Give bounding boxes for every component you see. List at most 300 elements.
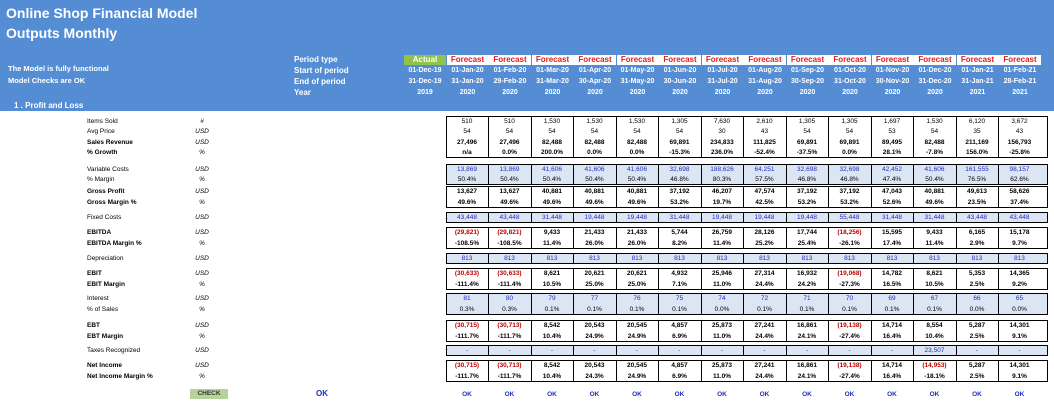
value-cell[interactable]: 1,530 [586, 118, 603, 125]
value-cell[interactable]: 49.6% [627, 199, 647, 206]
value-cell[interactable]: 236.0% [710, 149, 734, 156]
value-cell[interactable]: 24.9% [585, 333, 604, 340]
value-cell[interactable]: 16.4% [882, 333, 902, 340]
value-cell[interactable]: 5,287 [968, 362, 986, 369]
value-cell[interactable]: 2.5% [969, 373, 985, 380]
value-cell[interactable]: 2.5% [969, 333, 985, 340]
value-cell[interactable]: 16,932 [797, 270, 817, 277]
value-cell[interactable]: 24.3% [585, 373, 604, 380]
value-cell[interactable]: 89,495 [882, 139, 902, 146]
value-cell[interactable]: 10.5% [542, 281, 562, 288]
value-cell[interactable]: 8,621 [926, 270, 943, 277]
value-cell[interactable]: 14,782 [882, 270, 902, 277]
value-cell[interactable]: -26.1% [839, 240, 860, 247]
value-cell[interactable]: 1,697 [883, 118, 901, 125]
value-cell[interactable]: 77 [590, 295, 599, 302]
value-cell[interactable]: 13,869 [457, 166, 477, 173]
value-cell[interactable]: 19,448 [797, 214, 817, 221]
value-cell[interactable]: 35 [973, 128, 981, 135]
value-cell[interactable]: 20,543 [584, 362, 605, 369]
value-cell[interactable]: 47,043 [882, 188, 902, 195]
value-cell[interactable]: 2,610 [756, 118, 773, 125]
value-cell[interactable]: 25.2% [755, 240, 774, 247]
value-cell[interactable]: 24.2% [797, 281, 817, 288]
value-cell[interactable]: 71 [803, 295, 811, 302]
value-cell[interactable]: - [805, 347, 809, 354]
value-cell[interactable]: -111.7% [455, 333, 479, 340]
period-type-forecast: Forecast [447, 55, 489, 65]
value-cell[interactable]: 21,433 [584, 229, 605, 236]
value-cell[interactable]: 813 [674, 255, 685, 262]
value-cell[interactable]: 25,873 [712, 362, 732, 369]
value-cell[interactable]: 24.9% [627, 373, 647, 380]
value-cell[interactable]: 64,251 [754, 166, 775, 173]
value-cell[interactable]: 27,241 [754, 362, 775, 369]
value-cell[interactable]: 37,192 [839, 188, 860, 195]
value-cell[interactable]: 42,452 [882, 166, 902, 173]
value-cell[interactable]: - [635, 347, 639, 354]
value-cell[interactable]: 24.1% [797, 373, 817, 380]
value-cell[interactable]: 0.1% [544, 306, 560, 313]
value-cell[interactable]: 0.1% [672, 306, 687, 313]
value-cell[interactable]: 50.4% [542, 176, 562, 183]
value-cell[interactable]: 19.7% [712, 199, 732, 206]
value-cell[interactable]: 46.8% [797, 176, 817, 183]
value-cell[interactable]: 813 [801, 255, 813, 262]
value-cell[interactable]: 11.0% [712, 333, 732, 340]
value-cell[interactable]: 49.6% [925, 199, 944, 206]
value-cell[interactable]: 54 [633, 128, 641, 135]
value-cell[interactable]: 14,301 [1009, 362, 1030, 369]
value-cell[interactable]: 0.1% [757, 306, 772, 313]
value-cell[interactable]: 11.0% [712, 373, 732, 380]
value-cell[interactable]: 0.0% [629, 149, 645, 156]
value-cell[interactable]: 70 [845, 295, 854, 302]
value-cell[interactable]: 26,759 [712, 229, 732, 236]
value-cell[interactable]: 27,241 [754, 322, 775, 329]
value-cell[interactable]: (29,821) [454, 229, 480, 236]
value-cell[interactable]: 7,630 [713, 118, 731, 125]
value-cell[interactable]: 9.1% [1012, 373, 1027, 380]
value-cell[interactable]: 27,496 [457, 139, 477, 146]
value-cell[interactable]: 9,433 [926, 229, 943, 236]
value-cell[interactable]: 9.7% [1012, 240, 1027, 247]
sheet-title: Outputs Monthly [6, 25, 118, 41]
value-cell[interactable]: 0.3% [459, 306, 475, 313]
value-cell[interactable]: 54 [845, 128, 854, 135]
value-cell[interactable]: 69,891 [797, 139, 817, 146]
value-cell[interactable]: - [465, 347, 469, 354]
value-cell[interactable]: 66 [973, 295, 981, 302]
value-cell[interactable]: 1,530 [628, 118, 646, 125]
value-cell[interactable]: 20,621 [627, 270, 647, 277]
value-cell[interactable]: 53.2% [797, 199, 817, 206]
value-cell[interactable]: 24.9% [627, 333, 647, 340]
value-cell[interactable]: 54 [803, 128, 811, 135]
value-cell[interactable]: 3,672 [1011, 118, 1028, 125]
value-cell[interactable]: 82,488 [584, 139, 605, 146]
value-cell[interactable]: (30,633) [454, 270, 480, 277]
value-cell[interactable]: 24.4% [755, 333, 774, 340]
value-cell[interactable]: 19,448 [754, 214, 775, 221]
value-cell[interactable]: 813 [759, 255, 770, 262]
value-cell[interactable]: 8,542 [543, 362, 561, 369]
value-cell[interactable]: -37.5% [796, 149, 818, 156]
value-cell[interactable]: 20,545 [627, 362, 647, 369]
value-cell[interactable]: 510 [461, 118, 473, 125]
value-cell[interactable]: 57.5% [755, 176, 774, 183]
value-cell[interactable]: 82,488 [542, 139, 562, 146]
value-cell[interactable]: 9.1% [1012, 333, 1027, 340]
value-cell[interactable]: 13,869 [499, 166, 520, 173]
value-cell[interactable]: -111.4% [455, 281, 479, 288]
value-cell[interactable]: 49.6% [500, 199, 519, 206]
value-cell[interactable]: 188,626 [710, 166, 734, 173]
value-cell[interactable]: 40,881 [542, 188, 562, 195]
value-cell[interactable]: 32,698 [797, 166, 817, 173]
value-cell[interactable]: 4,857 [671, 362, 688, 369]
value-cell[interactable]: 47,574 [754, 188, 775, 195]
value-cell[interactable]: 156.0% [965, 149, 989, 156]
value-cell[interactable]: 49.6% [457, 199, 477, 206]
value-cell[interactable]: 74 [718, 295, 726, 302]
value-cell[interactable]: 5,353 [968, 270, 986, 277]
value-cell[interactable]: 211,169 [965, 139, 989, 146]
value-cell[interactable]: 43 [1015, 128, 1024, 135]
value-cell[interactable]: 32,698 [839, 166, 860, 173]
value-cell[interactable]: 43,448 [457, 214, 477, 221]
row-unit: USD [195, 128, 209, 135]
value-cell[interactable]: 10.4% [925, 333, 944, 340]
value-cell[interactable]: 6.9% [672, 333, 687, 340]
value-cell[interactable]: 41,606 [627, 166, 647, 173]
value-cell[interactable]: 46,207 [712, 188, 732, 195]
value-cell[interactable]: 8,554 [926, 322, 943, 329]
value-cell[interactable]: -18.1% [924, 373, 945, 380]
value-cell[interactable]: 62.6% [1010, 176, 1029, 183]
value-cell[interactable]: 49.6% [585, 199, 604, 206]
value-cell[interactable]: 0.0% [969, 306, 985, 313]
value-cell[interactable]: -108.5% [454, 240, 480, 247]
value-cell[interactable]: -15.3% [669, 149, 690, 156]
value-cell[interactable]: 53 [888, 128, 896, 135]
value-cell[interactable]: 14,301 [1009, 322, 1030, 329]
value-cell[interactable]: 0.1% [842, 306, 857, 313]
value-cell[interactable]: (29,821) [497, 229, 522, 236]
value-cell[interactable]: 234,833 [710, 139, 734, 146]
value-cell[interactable]: 16,861 [797, 322, 817, 329]
value-cell[interactable]: 23,507 [924, 347, 945, 354]
row-unit: USD [195, 166, 209, 173]
row-label: EBT [87, 322, 100, 329]
value-cell[interactable]: 19,448 [712, 214, 732, 221]
value-cell[interactable]: 27,314 [754, 270, 775, 277]
value-cell[interactable]: 7.1% [672, 281, 687, 288]
value-cell[interactable]: 49,613 [967, 188, 987, 195]
value-cell[interactable]: 0.0% [587, 149, 602, 156]
value-cell[interactable]: 6.9% [672, 373, 687, 380]
value-cell[interactable]: 54 [463, 128, 471, 135]
value-cell[interactable]: 813 [716, 255, 728, 262]
value-cell[interactable]: 69,891 [839, 139, 860, 146]
value-cell[interactable]: 14,714 [882, 362, 902, 369]
value-cell[interactable]: 31,448 [542, 214, 562, 221]
value-cell[interactable]: 31,448 [669, 214, 690, 221]
value-cell[interactable]: 813 [546, 255, 558, 262]
value-cell[interactable]: 0.1% [629, 306, 645, 313]
value-cell[interactable]: 813 [461, 255, 473, 262]
value-cell[interactable]: 43,448 [967, 214, 987, 221]
value-cell[interactable]: 6,120 [968, 118, 986, 125]
value-cell[interactable]: - [508, 347, 511, 354]
value-cell[interactable]: 26.0% [585, 240, 604, 247]
value-cell[interactable]: 98,157 [1009, 166, 1030, 173]
value-cell[interactable]: 41,606 [542, 166, 562, 173]
value-cell[interactable]: (14,953) [922, 362, 947, 369]
value-cell[interactable]: 41,606 [584, 166, 605, 173]
value-cell[interactable]: 75 [675, 295, 684, 302]
value-cell[interactable]: 16.4% [882, 373, 902, 380]
value-cell[interactable]: 50.4% [925, 176, 944, 183]
value-cell[interactable]: (19,068) [837, 270, 862, 277]
value-cell[interactable]: - [848, 347, 851, 354]
value-cell[interactable]: 0.1% [884, 306, 900, 313]
value-cell[interactable]: 31,448 [882, 214, 902, 221]
value-cell[interactable]: 21,433 [627, 229, 647, 236]
value-cell[interactable]: (30,633) [497, 270, 522, 277]
value-cell[interactable]: - [678, 347, 681, 354]
value-cell[interactable]: 16,861 [797, 362, 817, 369]
value-cell[interactable]: 20,543 [584, 322, 605, 329]
value-cell[interactable]: (30,715) [454, 322, 480, 329]
value-cell[interactable]: 4,932 [671, 270, 688, 277]
value-cell[interactable]: 813 [589, 255, 600, 262]
value-cell[interactable]: 0.1% [587, 306, 602, 313]
value-cell[interactable]: 40,881 [924, 188, 945, 195]
value-cell[interactable]: 13,627 [499, 188, 520, 195]
value-cell[interactable]: 37,192 [797, 188, 817, 195]
value-cell[interactable]: 0.0% [502, 149, 517, 156]
value-cell[interactable]: 69 [888, 295, 896, 302]
value-cell[interactable]: 2.9% [969, 240, 985, 247]
value-cell[interactable]: 0.0% [842, 149, 857, 156]
value-cell[interactable]: - [890, 347, 894, 354]
value-cell[interactable]: 40,881 [584, 188, 605, 195]
value-cell[interactable]: 156,793 [1007, 139, 1032, 146]
value-cell[interactable]: (30,713) [497, 322, 522, 329]
value-cell[interactable]: -108.5% [497, 240, 522, 247]
value-cell[interactable]: 8,621 [543, 270, 561, 277]
value-cell[interactable]: 10.4% [542, 333, 562, 340]
value-cell[interactable]: 0.1% [799, 306, 815, 313]
value-cell[interactable]: 111,825 [753, 139, 776, 146]
value-cell[interactable]: 65 [1015, 295, 1024, 302]
value-cell[interactable]: 15,178 [1009, 229, 1030, 236]
value-cell[interactable]: 14,714 [882, 322, 902, 329]
value-cell[interactable]: (30,713) [497, 362, 522, 369]
value-cell[interactable]: 37,192 [669, 188, 690, 195]
value-cell[interactable]: 47.4% [882, 176, 902, 183]
value-cell[interactable]: 10.4% [542, 373, 562, 380]
value-cell[interactable]: 67 [930, 295, 939, 302]
value-cell[interactable]: 11.0% [712, 281, 732, 288]
value-cell[interactable]: 10.5% [925, 281, 944, 288]
value-cell[interactable]: -27.4% [839, 333, 860, 340]
value-cell[interactable]: 1,530 [543, 118, 561, 125]
value-cell[interactable]: 8.2% [672, 240, 687, 247]
value-cell[interactable]: 25,873 [712, 322, 732, 329]
value-cell[interactable]: 41,606 [924, 166, 945, 173]
value-cell[interactable]: 15,595 [882, 229, 902, 236]
value-cell[interactable]: 11.4% [542, 240, 562, 247]
value-cell[interactable]: 14,365 [1009, 270, 1030, 277]
value-cell[interactable]: 76 [633, 295, 641, 302]
value-cell[interactable]: - [1018, 347, 1021, 354]
value-cell[interactable]: 813 [886, 255, 898, 262]
value-cell[interactable]: 31,448 [924, 214, 945, 221]
value-cell[interactable]: (19,138) [837, 362, 862, 369]
value-cell[interactable]: (18,256) [837, 229, 862, 236]
value-cell[interactable]: 813 [1014, 255, 1025, 262]
value-cell[interactable]: 81 [463, 295, 471, 302]
value-cell[interactable]: 25,946 [712, 270, 732, 277]
value-cell[interactable]: 80.3% [712, 176, 732, 183]
value-cell[interactable]: 54 [590, 128, 599, 135]
value-cell[interactable]: 1,305 [798, 118, 816, 125]
value-cell[interactable]: 37.4% [1010, 199, 1029, 206]
value-cell[interactable]: 813 [929, 255, 940, 262]
value-cell[interactable]: 17,744 [797, 229, 817, 236]
value-cell[interactable]: 54 [505, 128, 514, 135]
value-cell[interactable]: 23.5% [967, 199, 987, 206]
value-cell[interactable]: 55,448 [839, 214, 860, 221]
value-cell[interactable]: 30 [718, 128, 726, 135]
value-cell[interactable]: (19,138) [837, 322, 862, 329]
value-cell[interactable]: 20,545 [627, 322, 647, 329]
value-cell[interactable]: 0.0% [714, 306, 730, 313]
value-cell[interactable]: 1,305 [671, 118, 688, 125]
value-cell[interactable]: 1,305 [841, 118, 858, 125]
value-cell[interactable]: (30,715) [454, 362, 480, 369]
value-cell[interactable]: 52.6% [882, 199, 902, 206]
value-cell[interactable]: 54 [930, 128, 939, 135]
value-cell[interactable]: - [763, 347, 766, 354]
value-cell[interactable]: - [593, 347, 596, 354]
value-cell[interactable]: -27.3% [839, 281, 860, 288]
value-cell[interactable]: 25.0% [627, 281, 647, 288]
value-cell[interactable]: -7.8% [926, 149, 943, 156]
value-cell[interactable]: 72 [760, 295, 769, 302]
value-cell[interactable]: 9.2% [1012, 281, 1027, 288]
value-cell[interactable]: 50.4% [585, 176, 604, 183]
value-cell[interactable]: 13,627 [457, 188, 477, 195]
value-cell[interactable]: 58,626 [1009, 188, 1030, 195]
value-cell[interactable]: 8,542 [543, 322, 561, 329]
value-cell[interactable]: 43 [760, 128, 769, 135]
value-cell[interactable]: 53.2% [670, 199, 689, 206]
value-cell[interactable]: 17.4% [882, 240, 902, 247]
value-cell[interactable]: 0.0% [1012, 306, 1027, 313]
value-cell[interactable]: -27.4% [839, 373, 860, 380]
value-cell[interactable]: 32,698 [669, 166, 690, 173]
value-cell[interactable]: 1,530 [926, 118, 943, 125]
value-cell[interactable]: 54 [675, 128, 684, 135]
value-cell[interactable]: 49.6% [542, 199, 562, 206]
value-cell[interactable]: 813 [844, 255, 855, 262]
value-cell[interactable]: 76.5% [967, 176, 987, 183]
value-cell[interactable]: 16.5% [882, 281, 902, 288]
value-cell[interactable]: 11.4% [712, 240, 732, 247]
value-cell[interactable]: 50.4% [500, 176, 519, 183]
value-cell[interactable]: 19,448 [584, 214, 605, 221]
value-cell[interactable]: 28,126 [754, 229, 775, 236]
value-cell[interactable]: 24.4% [755, 373, 774, 380]
value-cell[interactable]: 82,488 [627, 139, 647, 146]
value-cell[interactable]: -52.4% [754, 149, 775, 156]
value-cell[interactable]: -111.7% [497, 373, 522, 380]
value-cell[interactable]: 24.1% [797, 333, 817, 340]
value-cell[interactable]: 79 [548, 295, 556, 302]
header-end-date: 31-May-20 [620, 78, 655, 85]
value-cell[interactable]: 42.5% [755, 199, 774, 206]
value-cell[interactable]: 200.0% [540, 149, 564, 156]
value-cell[interactable]: 50.4% [627, 176, 647, 183]
value-cell[interactable]: 0.3% [502, 306, 517, 313]
value-cell[interactable]: 43,448 [499, 214, 520, 221]
value-cell[interactable]: 40,881 [627, 188, 647, 195]
value-cell[interactable]: 813 [631, 255, 643, 262]
value-cell[interactable]: - [720, 347, 724, 354]
value-cell[interactable]: 161,555 [965, 166, 989, 173]
value-cell[interactable]: 6,165 [968, 229, 986, 236]
value-cell[interactable]: 9,433 [543, 229, 561, 236]
value-cell[interactable]: 43,448 [1009, 214, 1030, 221]
value-cell[interactable]: 5,744 [671, 229, 688, 236]
value-cell[interactable]: 69,891 [669, 139, 690, 146]
value-cell[interactable]: - [975, 347, 979, 354]
value-cell[interactable]: 813 [504, 255, 515, 262]
value-cell[interactable]: 54 [548, 128, 556, 135]
value-cell[interactable]: 20,621 [584, 270, 605, 277]
value-cell[interactable]: 27,496 [499, 139, 520, 146]
value-cell[interactable]: 50.4% [457, 176, 477, 183]
value-cell[interactable]: 813 [971, 255, 983, 262]
value-cell[interactable]: n/a [462, 149, 472, 156]
value-cell[interactable]: 510 [504, 118, 515, 125]
value-cell[interactable]: - [550, 347, 554, 354]
value-cell[interactable]: -111.7% [497, 333, 522, 340]
value-cell[interactable]: 53.2% [840, 199, 859, 206]
value-cell[interactable]: 46.8% [840, 176, 859, 183]
value-cell[interactable]: 5,287 [968, 322, 986, 329]
value-cell[interactable]: 25.4% [797, 240, 817, 247]
value-cell[interactable]: 25.0% [585, 281, 604, 288]
value-cell[interactable]: -25.8% [1009, 149, 1030, 156]
value-cell[interactable]: -111.4% [497, 281, 522, 288]
value-cell[interactable]: 19,448 [627, 214, 647, 221]
value-cell[interactable]: 11.4% [925, 240, 944, 247]
value-cell[interactable]: 82,488 [924, 139, 945, 146]
value-cell[interactable]: 24.4% [755, 281, 774, 288]
value-cell[interactable]: 2.5% [969, 281, 985, 288]
value-cell[interactable]: 4,857 [671, 322, 688, 329]
value-cell[interactable]: -111.7% [455, 373, 479, 380]
value-cell[interactable]: 28.1% [882, 149, 902, 156]
value-cell[interactable]: 80 [505, 295, 514, 302]
value-cell[interactable]: 26.0% [627, 240, 647, 247]
value-cell[interactable]: 46.8% [670, 176, 689, 183]
value-cell[interactable]: 0.1% [927, 306, 942, 313]
